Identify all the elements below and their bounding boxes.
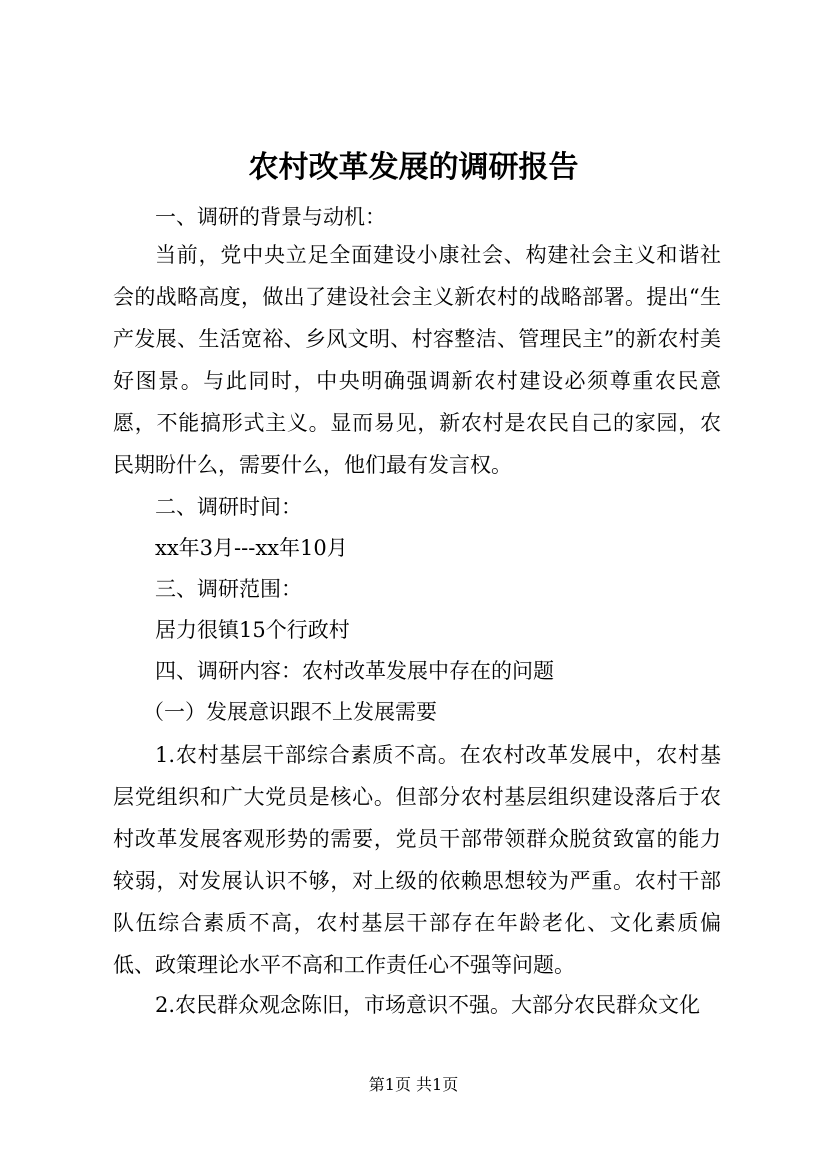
- document-title: 农村改革发展的调研报告: [248, 150, 579, 185]
- section1-paragraph: 当前，党中央立足全面建设小康社会、构建社会主义和谐社会的战略高度，做出了建设社会主义新农村的战略部署。提出“生产发展、生活宽裕、乡风文明、村容整洁、管理民主”的新农村美好图景。与此同时，中央明确强调新农村建设必须尊重农民意愿，不能搞形式主义。显而易见，新农村是农民自己的家园，农民期盼什么，需要什么，他们最有发言权。: [113, 243, 721, 477]
- page-number-footer: 第1页 共1页: [368, 1075, 459, 1094]
- item2-paragraph: 2.农民群众观念陈旧，市场意识不强。大部分农民群众文化: [155, 993, 701, 1017]
- section2-heading: 二、调研时间：: [155, 495, 302, 519]
- section3-value: 居力很镇15个行政村: [155, 618, 350, 642]
- section2-value: xx年3月---xx年10月: [155, 536, 348, 560]
- section4-heading: 四、调研内容：农村改革发展中存在的问题: [155, 659, 554, 683]
- subsection1-heading: （一）发展意识跟不上发展需要: [143, 700, 437, 724]
- section1-heading: 一、调研的背景与动机：: [155, 205, 386, 229]
- section3-heading: 三、调研范围：: [155, 577, 302, 601]
- item1-paragraph: 1.农村基层干部综合素质不高。在农村改革发展中，农村基层党组织和广大党员是核心。但部分农村基层组织建设落后于农村改革发展客观形势的需要，党员干部带领群众脱贫致富的能力较弱，对发展认识不够，对上级的依赖思想较为严重。农村干部队伍综合素质不高，农村基层干部存在年龄老化、文化素质偏低、政策理论水平不高和工作责任心不强等问题。: [113, 743, 721, 977]
